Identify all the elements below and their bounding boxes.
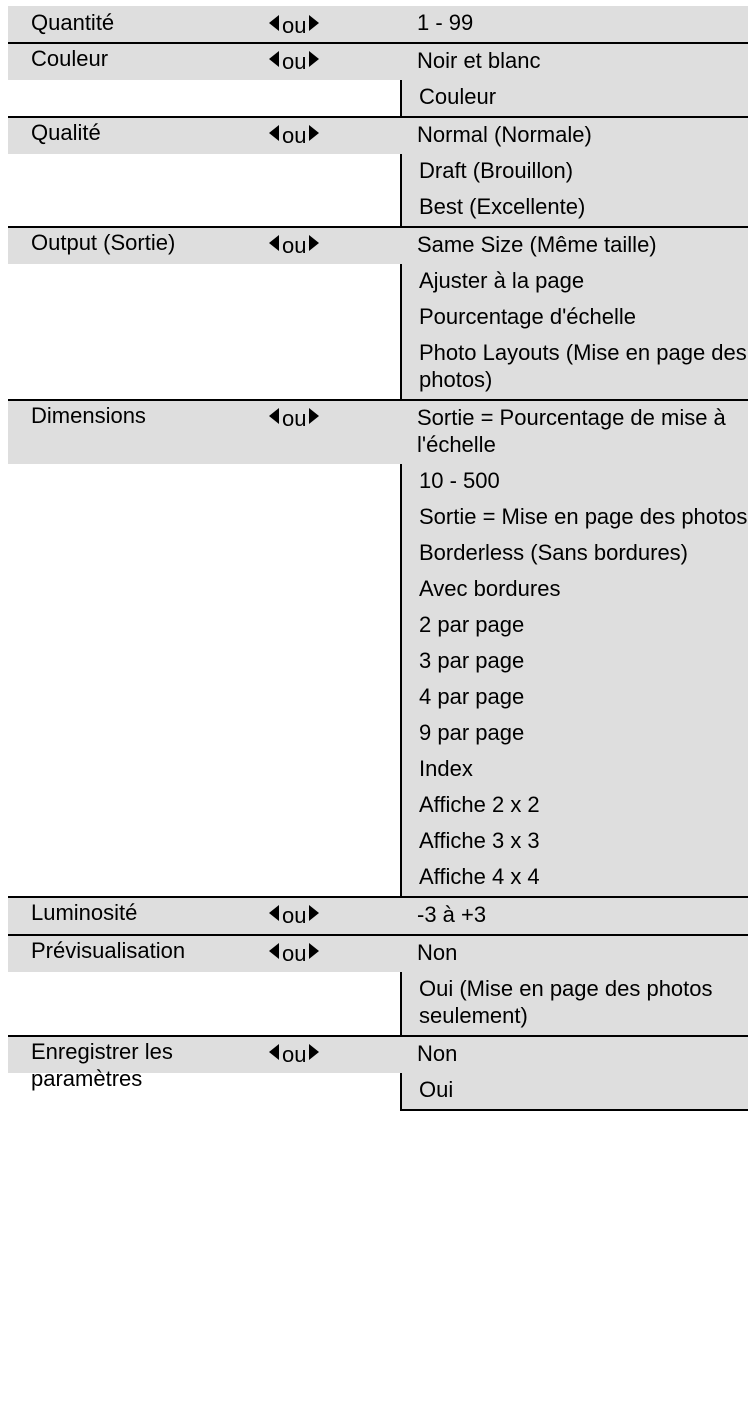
setting-option: 2 par page	[400, 608, 748, 644]
setting-label: Couleur	[31, 46, 109, 71]
setting-option: Draft (Brouillon)	[400, 154, 748, 190]
settings-row	[8, 896, 748, 934]
setting-option: Borderless (Sans bordures)	[400, 536, 748, 572]
nav-arrows	[269, 229, 319, 256]
nav-or-text: ou	[282, 903, 307, 928]
setting-option: Normal (Normale)	[400, 118, 748, 154]
nav-arrows	[269, 899, 319, 926]
settings-row	[8, 42, 748, 116]
table-bottom-border	[400, 1109, 748, 1111]
setting-label: Luminosité	[31, 900, 138, 925]
settings-row	[8, 1035, 748, 1109]
triangle-left-icon	[269, 943, 279, 959]
setting-option: Oui	[400, 1073, 748, 1109]
settings-row	[8, 399, 748, 896]
setting-option: Affiche 2 x 2	[400, 788, 748, 824]
triangle-left-icon	[269, 905, 279, 921]
triangle-right-icon	[309, 235, 319, 251]
nav-arrows	[269, 45, 319, 72]
setting-option: Sortie = Pourcentage de mise à l'échelle	[400, 401, 748, 464]
setting-option: 4 par page	[400, 680, 748, 716]
triangle-right-icon	[309, 125, 319, 141]
nav-arrows	[269, 9, 319, 36]
setting-option: Affiche 3 x 3	[400, 824, 748, 860]
triangle-left-icon	[269, 15, 279, 31]
nav-or-text: ou	[282, 1042, 307, 1067]
setting-option: 1 - 99	[400, 6, 748, 42]
setting-option: Pourcentage d'échelle	[400, 300, 748, 336]
settings-row	[8, 934, 748, 1035]
settings-row	[8, 116, 748, 226]
setting-option: Index	[400, 752, 748, 788]
setting-label: Qualité	[31, 120, 101, 145]
settings-row	[8, 226, 748, 399]
setting-option: -3 à +3	[400, 898, 748, 934]
setting-option: Ajuster à la page	[400, 264, 748, 300]
nav-or-text: ou	[282, 123, 307, 148]
setting-option: 10 - 500	[400, 464, 748, 500]
setting-option: 9 par page	[400, 716, 748, 752]
triangle-right-icon	[309, 1044, 319, 1060]
nav-or-text: ou	[282, 941, 307, 966]
nav-or-text: ou	[282, 49, 307, 74]
triangle-right-icon	[309, 905, 319, 921]
setting-option: Non	[400, 1037, 748, 1073]
setting-label: Output (Sortie)	[31, 230, 176, 255]
setting-option: Same Size (Même taille)	[400, 228, 748, 264]
nav-arrows	[269, 1038, 319, 1065]
triangle-left-icon	[269, 1044, 279, 1060]
setting-label: Enregistrer les paramètres	[31, 1039, 173, 1091]
triangle-left-icon	[269, 51, 279, 67]
settings-row	[8, 6, 748, 42]
nav-arrows	[269, 402, 319, 429]
triangle-left-icon	[269, 408, 279, 424]
nav-or-text: ou	[282, 233, 307, 258]
setting-option: 3 par page	[400, 644, 748, 680]
setting-label: Prévisualisation	[31, 938, 186, 963]
setting-option: Noir et blanc	[400, 44, 748, 80]
setting-label: Dimensions	[31, 403, 146, 428]
setting-option: Best (Excellente)	[400, 190, 748, 226]
triangle-right-icon	[309, 15, 319, 31]
setting-option: Oui (Mise en page des photos seulement)	[400, 972, 748, 1035]
triangle-left-icon	[269, 125, 279, 141]
setting-option: Photo Layouts (Mise en page des photos)	[400, 336, 748, 399]
setting-label: Quantité	[31, 10, 115, 35]
setting-option: Sortie = Mise en page des photos	[400, 500, 748, 536]
settings-table	[8, 6, 748, 1109]
triangle-right-icon	[309, 51, 319, 67]
setting-option: Couleur	[400, 80, 748, 116]
triangle-left-icon	[269, 235, 279, 251]
setting-option: Avec bordures	[400, 572, 748, 608]
nav-or-text: ou	[282, 406, 307, 431]
triangle-right-icon	[309, 943, 319, 959]
setting-option: Affiche 4 x 4	[400, 860, 748, 896]
triangle-right-icon	[309, 408, 319, 424]
nav-arrows	[269, 937, 319, 964]
setting-option: Non	[400, 936, 748, 972]
nav-or-text: ou	[282, 13, 307, 38]
nav-arrows	[269, 119, 319, 146]
